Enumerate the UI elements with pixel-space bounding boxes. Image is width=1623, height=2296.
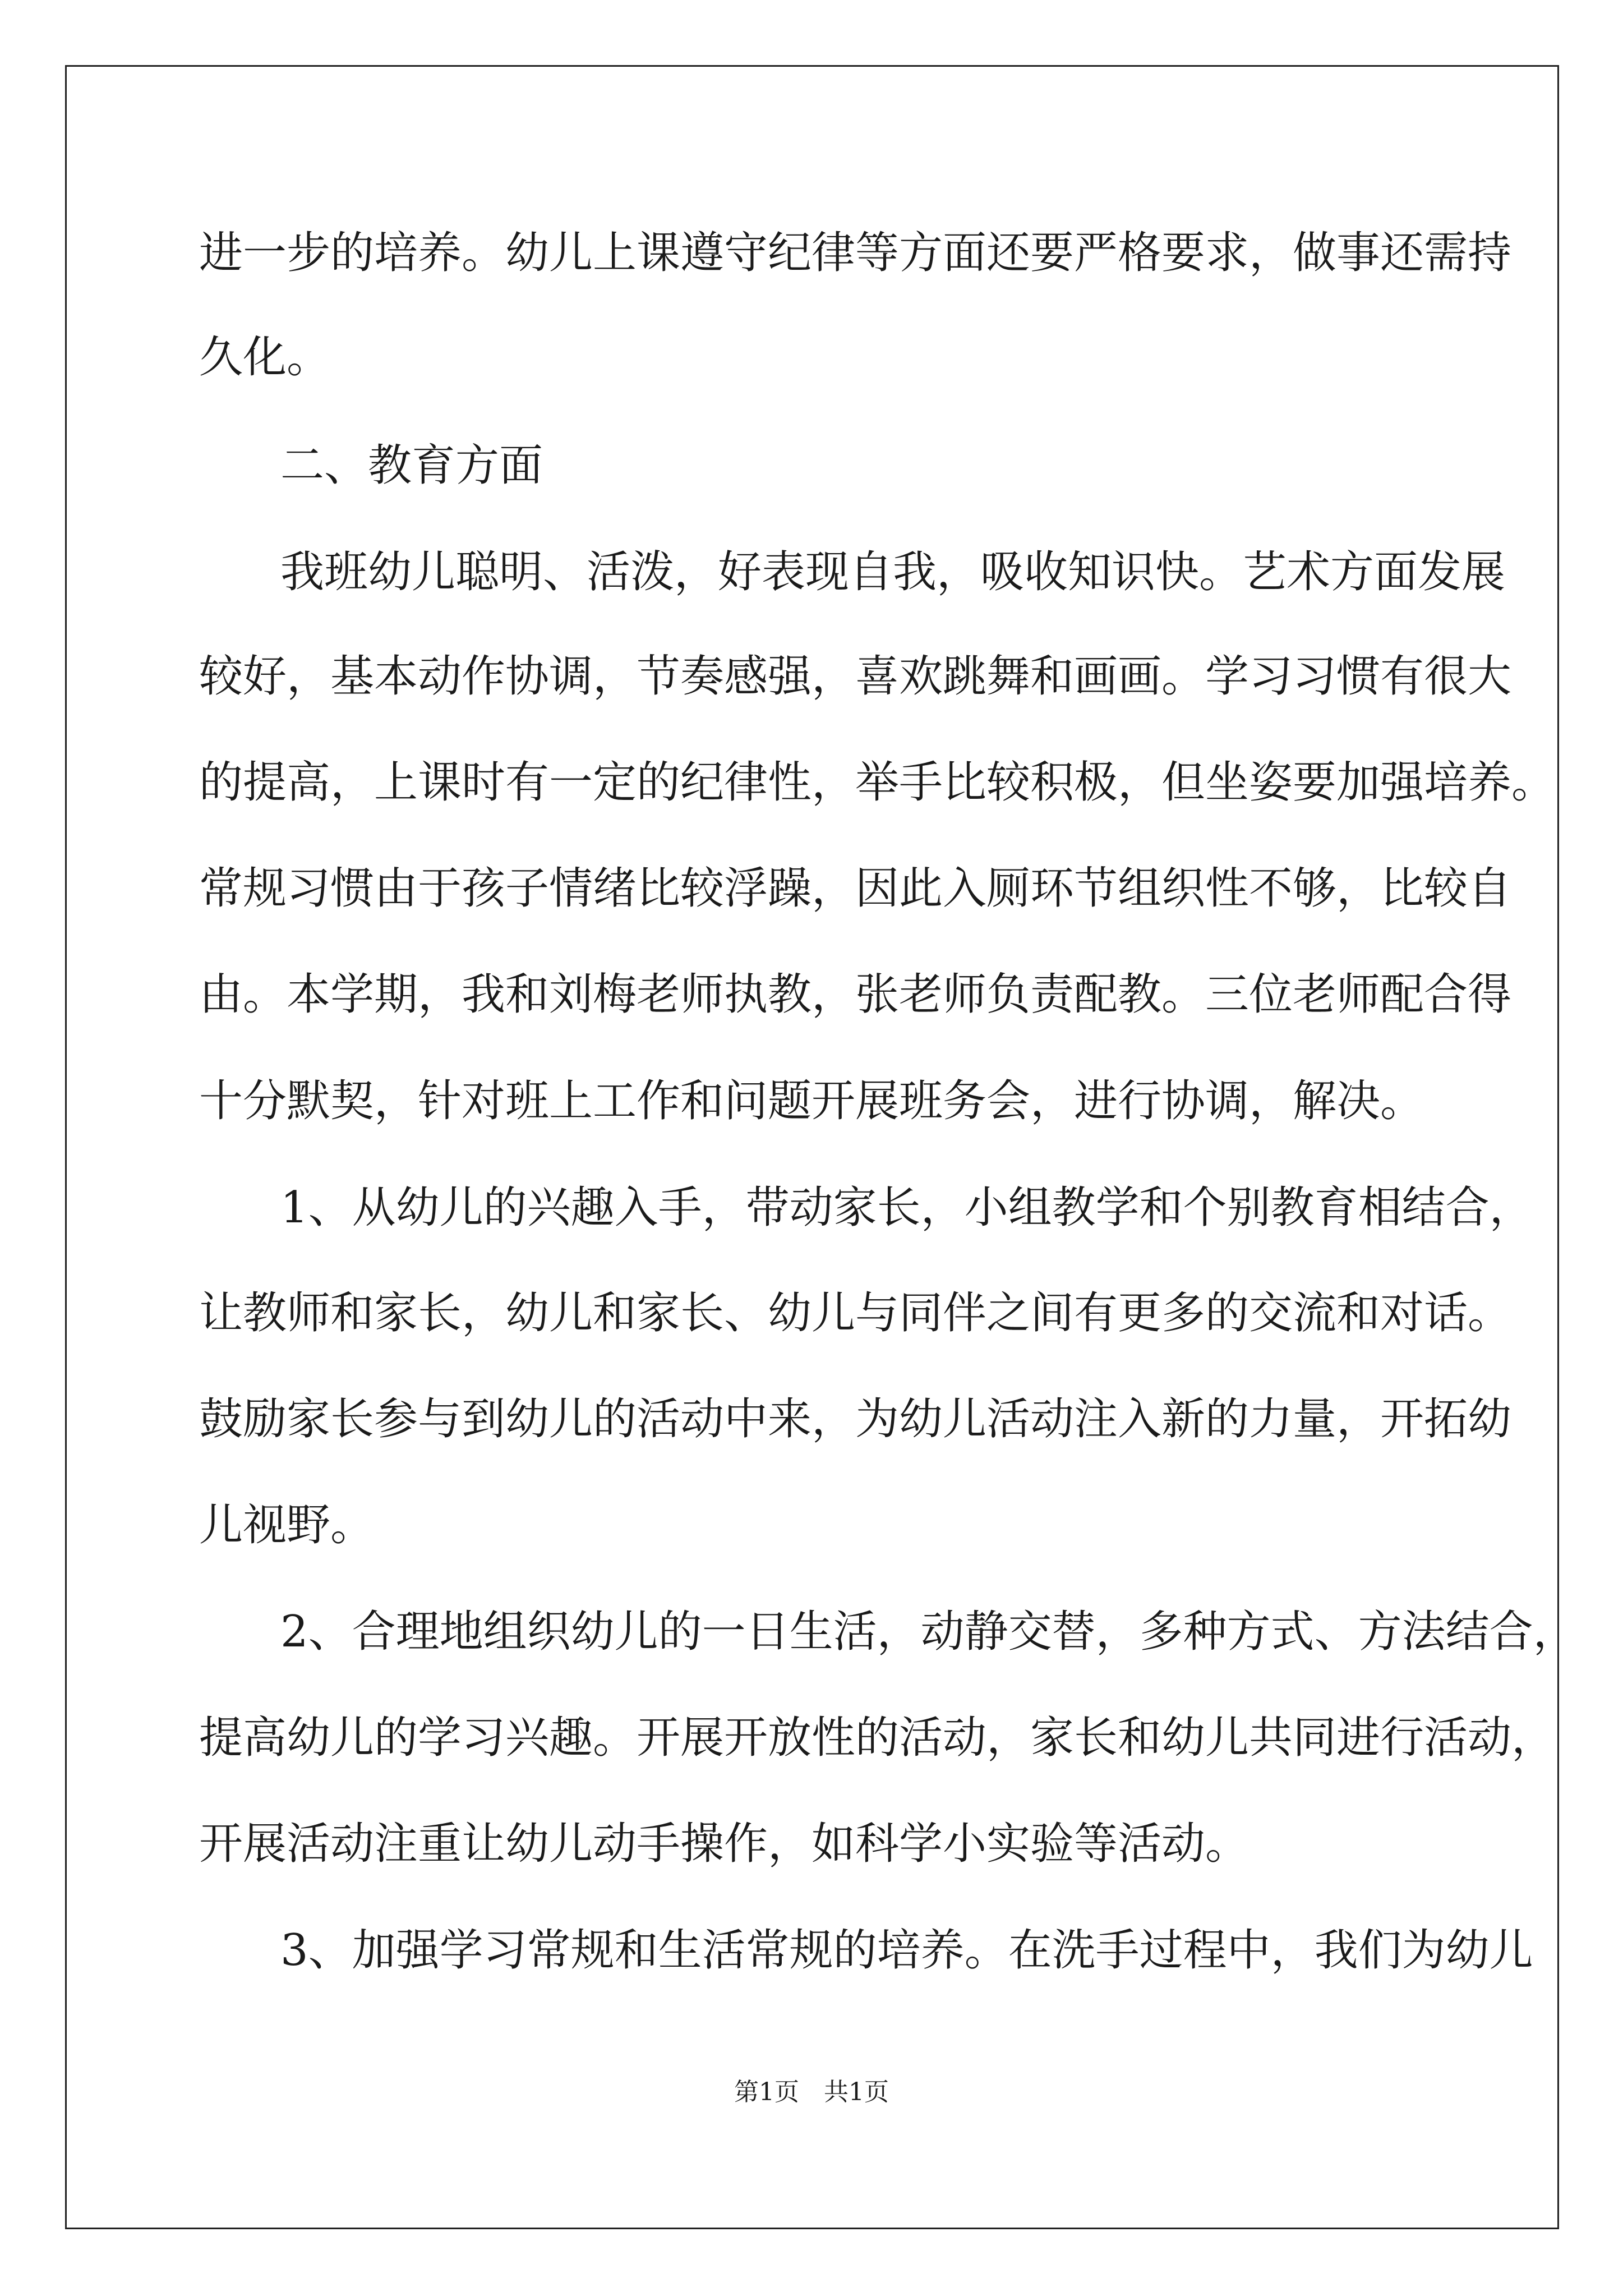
page-footer: 第1页 共1页 <box>734 2078 889 2106</box>
paragraph-line: 儿视野。 <box>199 1500 375 1550</box>
list-item-line: 3、加强学习常规和生活常规的培养。在洗手过程中，我们为幼儿 <box>280 1925 1533 1976</box>
paragraph-line: 的提高，上课时有一定的纪律性，举手比较积极，但坐姿要加强培养。 <box>199 757 1556 808</box>
paragraph-line: 由。本学期，我和刘梅老师执教，张老师负责配教。三位老师配合得 <box>199 969 1512 1020</box>
paragraph-line: 久化。 <box>199 332 331 383</box>
paragraph-line: 开展活动注重让幼儿动手操作，如科学小实验等活动。 <box>199 1819 1249 1869</box>
list-item-line: 2、合理地组织幼儿的一日生活，动静交替，多种方式、方法结合， <box>280 1607 1577 1657</box>
paragraph-line: 让教师和家长，幼儿和家长、幼儿与同伴之间有更多的交流和对话。 <box>199 1288 1512 1338</box>
page-border <box>65 65 1577 2229</box>
list-item-line: 1、从幼儿的兴趣入手，带动家长，小组教学和个别教育相结合， <box>280 1182 1533 1233</box>
paragraph-line: 我班幼儿聪明、活泼，好表现自我，吸收知识快。艺术方面发展 <box>280 547 1506 597</box>
paragraph-line: 提高幼儿的学习兴趣。开展开放性的活动，家长和幼儿共同进行活动， <box>199 1713 1556 1763</box>
paragraph-line: 较好，基本动作协调，节奏感强，喜欢跳舞和画画。学习习惯有很大 <box>199 651 1512 702</box>
paragraph-line: 进一步的培养。幼儿上课遵守纪律等方面还要严格要求，做事还需持 <box>199 228 1512 278</box>
section-heading: 二、教育方面 <box>280 440 543 491</box>
paragraph-line: 十分默契，针对班上工作和问题开展班务会，进行协调，解决。 <box>199 1076 1424 1126</box>
paragraph-line: 常规习惯由于孩子情绪比较浮躁，因此入厕环节组织性不够，比较自 <box>199 863 1512 914</box>
paragraph-line: 鼓励家长参与到幼儿的活动中来，为幼儿活动注入新的力量，开拓幼 <box>199 1394 1512 1444</box>
